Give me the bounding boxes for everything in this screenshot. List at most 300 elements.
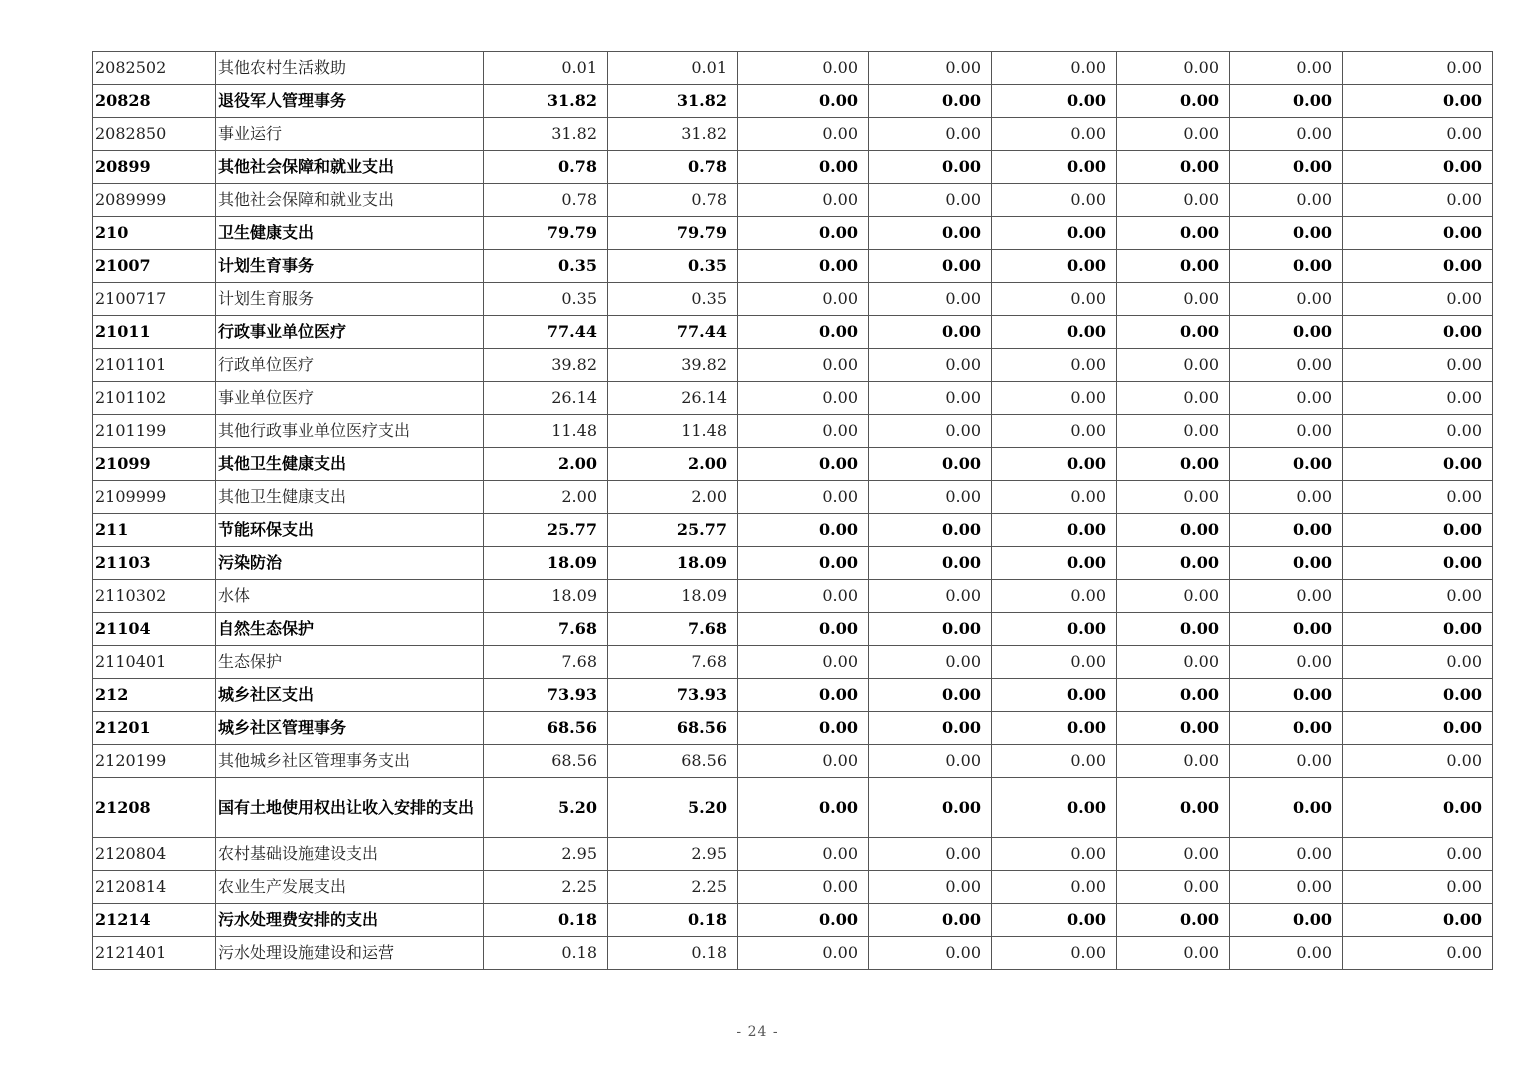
amount-cell: 0.00 [869, 712, 992, 745]
amount-cell: 0.00 [1117, 52, 1230, 85]
amount-cell: 0.00 [738, 904, 869, 937]
amount-cell: 0.00 [1343, 745, 1493, 778]
amount-cell: 0.00 [1343, 514, 1493, 547]
amount-cell: 18.09 [484, 580, 608, 613]
amount-cell: 77.44 [484, 316, 608, 349]
amount-cell: 0.00 [1343, 118, 1493, 151]
amount-cell: 0.00 [992, 481, 1117, 514]
subject-code-cell: 2100717 [93, 283, 216, 316]
amount-cell: 0.35 [484, 250, 608, 283]
amount-cell: 0.00 [738, 184, 869, 217]
amount-cell: 0.00 [1343, 415, 1493, 448]
amount-cell: 0.18 [608, 937, 738, 970]
amount-cell: 0.00 [1117, 745, 1230, 778]
subject-code-cell: 21007 [93, 250, 216, 283]
table-row [93, 481, 1493, 514]
amount-cell: 26.14 [484, 382, 608, 415]
amount-cell: 73.93 [484, 679, 608, 712]
amount-cell: 0.00 [869, 283, 992, 316]
amount-cell: 0.35 [608, 250, 738, 283]
amount-cell: 0.00 [992, 838, 1117, 871]
amount-cell: 31.82 [484, 118, 608, 151]
table-row [93, 871, 1493, 904]
amount-cell: 0.00 [869, 118, 992, 151]
subject-code-cell: 21103 [93, 547, 216, 580]
amount-cell: 0.00 [1117, 712, 1230, 745]
amount-cell: 0.00 [1343, 184, 1493, 217]
amount-cell: 39.82 [484, 349, 608, 382]
subject-name-cell: 自然生态保护 [216, 613, 484, 646]
subject-name-cell: 其他卫生健康支出 [216, 481, 484, 514]
amount-cell: 0.00 [869, 85, 992, 118]
amount-cell: 0.00 [869, 448, 992, 481]
amount-cell: 0.00 [1117, 349, 1230, 382]
amount-cell: 0.00 [738, 151, 869, 184]
subject-code-cell: 2089999 [93, 184, 216, 217]
amount-cell: 2.00 [484, 481, 608, 514]
amount-cell: 0.00 [1230, 349, 1343, 382]
amount-cell: 0.00 [1117, 613, 1230, 646]
amount-cell: 0.00 [738, 316, 869, 349]
table-row [93, 745, 1493, 778]
amount-cell: 0.00 [869, 184, 992, 217]
amount-cell: 0.00 [738, 712, 869, 745]
amount-cell: 0.00 [1343, 316, 1493, 349]
amount-cell: 0.00 [1343, 712, 1493, 745]
subject-name-cell: 污水处理设施建设和运营 [216, 937, 484, 970]
amount-cell: 0.00 [1230, 217, 1343, 250]
subject-name-cell: 计划生育服务 [216, 283, 484, 316]
subject-name-cell: 生态保护 [216, 646, 484, 679]
table-row [93, 547, 1493, 580]
amount-cell: 0.00 [992, 712, 1117, 745]
amount-cell: 0.00 [1117, 937, 1230, 970]
subject-code-cell: 21011 [93, 316, 216, 349]
subject-name-cell: 其他卫生健康支出 [216, 448, 484, 481]
amount-cell: 0.00 [738, 838, 869, 871]
amount-cell: 0.00 [1117, 580, 1230, 613]
page-number: - 24 - [736, 1024, 779, 1040]
amount-cell: 2.25 [608, 871, 738, 904]
amount-cell: 0.00 [1230, 745, 1343, 778]
amount-cell: 0.00 [1117, 250, 1230, 283]
subject-code-cell: 21214 [93, 904, 216, 937]
table-row [93, 382, 1493, 415]
amount-cell: 7.68 [608, 613, 738, 646]
amount-cell: 18.09 [608, 547, 738, 580]
amount-cell: 31.82 [484, 85, 608, 118]
table-row [93, 448, 1493, 481]
subject-code-cell: 21201 [93, 712, 216, 745]
subject-code-cell: 2082502 [93, 52, 216, 85]
amount-cell: 0.00 [992, 778, 1117, 838]
amount-cell: 0.00 [1343, 904, 1493, 937]
amount-cell: 26.14 [608, 382, 738, 415]
subject-name-cell: 事业运行 [216, 118, 484, 151]
amount-cell: 0.00 [738, 349, 869, 382]
amount-cell: 68.56 [484, 712, 608, 745]
subject-name-cell: 其他农村生活救助 [216, 52, 484, 85]
table-row [93, 217, 1493, 250]
amount-cell: 0.00 [1230, 904, 1343, 937]
amount-cell: 0.00 [1117, 838, 1230, 871]
amount-cell: 0.00 [869, 151, 992, 184]
amount-cell: 0.00 [869, 646, 992, 679]
amount-cell: 0.00 [1117, 415, 1230, 448]
subject-name-cell: 行政单位医疗 [216, 349, 484, 382]
subject-name-cell: 国有土地使用权出让收入安排的支出 [216, 778, 484, 838]
subject-code-cell: 2121401 [93, 937, 216, 970]
amount-cell: 0.00 [869, 778, 992, 838]
amount-cell: 79.79 [608, 217, 738, 250]
amount-cell: 0.00 [1117, 118, 1230, 151]
amount-cell: 0.00 [738, 250, 869, 283]
amount-cell: 0.00 [1117, 448, 1230, 481]
subject-name-cell: 计划生育事务 [216, 250, 484, 283]
amount-cell: 0.00 [1230, 52, 1343, 85]
subject-name-cell: 其他城乡社区管理事务支出 [216, 745, 484, 778]
amount-cell: 0.00 [1117, 217, 1230, 250]
amount-cell: 0.00 [1117, 382, 1230, 415]
amount-cell: 0.00 [1343, 937, 1493, 970]
amount-cell: 0.00 [869, 745, 992, 778]
table-row [93, 679, 1493, 712]
amount-cell: 2.95 [484, 838, 608, 871]
table-row [93, 349, 1493, 382]
subject-code-cell: 2101102 [93, 382, 216, 415]
subject-name-cell: 污水处理费安排的支出 [216, 904, 484, 937]
subject-code-cell: 21208 [93, 778, 216, 838]
amount-cell: 0.18 [484, 904, 608, 937]
amount-cell: 0.00 [1230, 118, 1343, 151]
amount-cell: 0.00 [1343, 871, 1493, 904]
amount-cell: 0.00 [992, 283, 1117, 316]
subject-name-cell: 其他社会保障和就业支出 [216, 184, 484, 217]
amount-cell: 0.00 [992, 613, 1117, 646]
amount-cell: 0.00 [992, 415, 1117, 448]
amount-cell: 0.00 [738, 613, 869, 646]
amount-cell: 0.00 [1343, 778, 1493, 838]
amount-cell: 0.00 [992, 679, 1117, 712]
table-row [93, 283, 1493, 316]
amount-cell: 0.00 [1230, 838, 1343, 871]
amount-cell: 0.00 [1117, 679, 1230, 712]
table-row [93, 613, 1493, 646]
amount-cell: 0.00 [738, 547, 869, 580]
table-row [93, 646, 1493, 679]
amount-cell: 0.00 [1343, 382, 1493, 415]
amount-cell: 0.00 [738, 217, 869, 250]
table-row [93, 712, 1493, 745]
amount-cell: 0.00 [1343, 613, 1493, 646]
amount-cell: 0.00 [1343, 679, 1493, 712]
subject-name-cell: 农村基础设施建设支出 [216, 838, 484, 871]
amount-cell: 0.78 [608, 151, 738, 184]
amount-cell: 0.00 [1117, 481, 1230, 514]
table-body [93, 52, 1493, 970]
amount-cell: 7.68 [608, 646, 738, 679]
amount-cell: 0.00 [1230, 613, 1343, 646]
amount-cell: 0.00 [1117, 316, 1230, 349]
amount-cell: 0.00 [992, 448, 1117, 481]
budget-expenditure-table [92, 51, 1493, 970]
subject-name-cell: 城乡社区支出 [216, 679, 484, 712]
amount-cell: 0.00 [992, 580, 1117, 613]
amount-cell: 0.00 [869, 838, 992, 871]
subject-code-cell: 2120199 [93, 745, 216, 778]
amount-cell: 0.01 [484, 52, 608, 85]
subject-code-cell: 212 [93, 679, 216, 712]
amount-cell: 0.00 [869, 514, 992, 547]
amount-cell: 0.00 [869, 904, 992, 937]
amount-cell: 0.00 [1343, 283, 1493, 316]
amount-cell: 0.00 [738, 481, 869, 514]
amount-cell: 0.00 [869, 316, 992, 349]
amount-cell: 0.00 [738, 415, 869, 448]
amount-cell: 0.00 [1230, 85, 1343, 118]
subject-name-cell: 其他行政事业单位医疗支出 [216, 415, 484, 448]
amount-cell: 0.00 [869, 52, 992, 85]
amount-cell: 0.00 [869, 679, 992, 712]
amount-cell: 31.82 [608, 85, 738, 118]
amount-cell: 0.00 [992, 871, 1117, 904]
subject-code-cell: 2110401 [93, 646, 216, 679]
amount-cell: 18.09 [484, 547, 608, 580]
subject-name-cell: 污染防治 [216, 547, 484, 580]
amount-cell: 0.00 [1117, 547, 1230, 580]
amount-cell: 0.00 [992, 349, 1117, 382]
table-row [93, 937, 1493, 970]
amount-cell: 0.00 [1230, 250, 1343, 283]
amount-cell: 0.00 [1230, 871, 1343, 904]
subject-code-cell: 20828 [93, 85, 216, 118]
amount-cell: 0.78 [484, 151, 608, 184]
amount-cell: 0.00 [869, 349, 992, 382]
amount-cell: 0.00 [1343, 580, 1493, 613]
amount-cell: 0.00 [1230, 514, 1343, 547]
table-row [93, 151, 1493, 184]
amount-cell: 0.00 [1343, 448, 1493, 481]
amount-cell: 0.00 [1230, 679, 1343, 712]
amount-cell: 0.00 [1343, 250, 1493, 283]
amount-cell: 0.00 [1230, 316, 1343, 349]
table-row [93, 838, 1493, 871]
amount-cell: 0.00 [1230, 778, 1343, 838]
amount-cell: 0.00 [1230, 580, 1343, 613]
subject-code-cell: 2082850 [93, 118, 216, 151]
amount-cell: 0.00 [869, 382, 992, 415]
amount-cell: 39.82 [608, 349, 738, 382]
amount-cell: 0.00 [1343, 646, 1493, 679]
subject-code-cell: 211 [93, 514, 216, 547]
amount-cell: 77.44 [608, 316, 738, 349]
amount-cell: 0.00 [1343, 85, 1493, 118]
amount-cell: 68.56 [608, 745, 738, 778]
amount-cell: 0.00 [1117, 778, 1230, 838]
amount-cell: 68.56 [484, 745, 608, 778]
subject-name-cell: 节能环保支出 [216, 514, 484, 547]
subject-code-cell: 2120804 [93, 838, 216, 871]
amount-cell: 7.68 [484, 613, 608, 646]
amount-cell: 0.00 [992, 937, 1117, 970]
subject-code-cell: 20899 [93, 151, 216, 184]
amount-cell: 25.77 [484, 514, 608, 547]
amount-cell: 0.00 [992, 184, 1117, 217]
amount-cell: 0.00 [738, 52, 869, 85]
amount-cell: 2.00 [608, 481, 738, 514]
amount-cell: 0.00 [1230, 937, 1343, 970]
amount-cell: 0.00 [869, 871, 992, 904]
amount-cell: 0.00 [738, 745, 869, 778]
table-row [93, 514, 1493, 547]
budget-table-container [92, 51, 1492, 970]
amount-cell: 0.00 [1117, 904, 1230, 937]
amount-cell: 0.00 [992, 316, 1117, 349]
amount-cell: 2.25 [484, 871, 608, 904]
amount-cell: 0.00 [1230, 448, 1343, 481]
amount-cell: 0.00 [1230, 712, 1343, 745]
amount-cell: 0.00 [992, 745, 1117, 778]
amount-cell: 0.00 [1117, 151, 1230, 184]
amount-cell: 0.00 [1117, 184, 1230, 217]
amount-cell: 0.00 [1117, 283, 1230, 316]
amount-cell: 0.00 [869, 217, 992, 250]
amount-cell: 0.00 [1343, 481, 1493, 514]
amount-cell: 0.00 [1117, 646, 1230, 679]
table-row [93, 778, 1493, 838]
amount-cell: 0.00 [869, 547, 992, 580]
amount-cell: 11.48 [608, 415, 738, 448]
amount-cell: 0.00 [869, 481, 992, 514]
amount-cell: 0.00 [869, 415, 992, 448]
subject-code-cell: 2110302 [93, 580, 216, 613]
subject-code-cell: 2101199 [93, 415, 216, 448]
amount-cell: 0.00 [1230, 151, 1343, 184]
amount-cell: 0.00 [1230, 481, 1343, 514]
amount-cell: 5.20 [608, 778, 738, 838]
amount-cell: 0.00 [738, 871, 869, 904]
amount-cell: 0.00 [1230, 283, 1343, 316]
amount-cell: 0.00 [1230, 382, 1343, 415]
table-row [93, 415, 1493, 448]
amount-cell: 0.00 [738, 679, 869, 712]
amount-cell: 0.00 [738, 580, 869, 613]
table-row [93, 316, 1493, 349]
subject-name-cell: 退役军人管理事务 [216, 85, 484, 118]
amount-cell: 0.18 [484, 937, 608, 970]
amount-cell: 0.00 [992, 547, 1117, 580]
amount-cell: 0.18 [608, 904, 738, 937]
amount-cell: 11.48 [484, 415, 608, 448]
amount-cell: 68.56 [608, 712, 738, 745]
amount-cell: 0.00 [869, 613, 992, 646]
amount-cell: 7.68 [484, 646, 608, 679]
subject-name-cell: 行政事业单位医疗 [216, 316, 484, 349]
amount-cell: 0.00 [869, 250, 992, 283]
amount-cell: 31.82 [608, 118, 738, 151]
subject-code-cell: 2109999 [93, 481, 216, 514]
subject-name-cell: 事业单位医疗 [216, 382, 484, 415]
amount-cell: 2.95 [608, 838, 738, 871]
amount-cell: 0.00 [738, 937, 869, 970]
amount-cell: 0.00 [1343, 52, 1493, 85]
amount-cell: 79.79 [484, 217, 608, 250]
subject-name-cell: 卫生健康支出 [216, 217, 484, 250]
table-row [93, 85, 1493, 118]
table-row [93, 250, 1493, 283]
amount-cell: 0.01 [608, 52, 738, 85]
amount-cell: 0.00 [1343, 547, 1493, 580]
amount-cell: 0.00 [738, 85, 869, 118]
amount-cell: 0.35 [484, 283, 608, 316]
amount-cell: 0.00 [738, 283, 869, 316]
amount-cell: 0.00 [1343, 838, 1493, 871]
subject-name-cell: 农业生产发展支出 [216, 871, 484, 904]
subject-code-cell: 21104 [93, 613, 216, 646]
table-row [93, 118, 1493, 151]
amount-cell: 2.00 [484, 448, 608, 481]
subject-code-cell: 210 [93, 217, 216, 250]
table-row [93, 184, 1493, 217]
amount-cell: 0.00 [738, 448, 869, 481]
subject-name-cell: 城乡社区管理事务 [216, 712, 484, 745]
amount-cell: 0.00 [992, 646, 1117, 679]
amount-cell: 0.00 [992, 217, 1117, 250]
amount-cell: 18.09 [608, 580, 738, 613]
subject-name-cell: 其他社会保障和就业支出 [216, 151, 484, 184]
amount-cell: 0.00 [992, 904, 1117, 937]
amount-cell: 0.00 [738, 118, 869, 151]
amount-cell: 2.00 [608, 448, 738, 481]
amount-cell: 0.00 [738, 514, 869, 547]
amount-cell: 25.77 [608, 514, 738, 547]
subject-code-cell: 2101101 [93, 349, 216, 382]
amount-cell: 0.00 [992, 382, 1117, 415]
amount-cell: 0.00 [738, 778, 869, 838]
amount-cell: 0.00 [869, 937, 992, 970]
amount-cell: 0.00 [1343, 217, 1493, 250]
subject-code-cell: 21099 [93, 448, 216, 481]
amount-cell: 0.35 [608, 283, 738, 316]
amount-cell: 0.00 [992, 118, 1117, 151]
amount-cell: 0.00 [869, 580, 992, 613]
amount-cell: 0.00 [1117, 514, 1230, 547]
subject-name-cell: 水体 [216, 580, 484, 613]
amount-cell: 0.00 [992, 52, 1117, 85]
amount-cell: 0.00 [992, 250, 1117, 283]
amount-cell: 0.78 [608, 184, 738, 217]
table-row [93, 52, 1493, 85]
amount-cell: 0.00 [1343, 151, 1493, 184]
amount-cell: 0.00 [738, 646, 869, 679]
amount-cell: 0.00 [992, 85, 1117, 118]
amount-cell: 0.00 [992, 514, 1117, 547]
amount-cell: 0.78 [484, 184, 608, 217]
amount-cell: 0.00 [1230, 184, 1343, 217]
amount-cell: 0.00 [1230, 415, 1343, 448]
amount-cell: 0.00 [1230, 646, 1343, 679]
table-row [93, 580, 1493, 613]
table-row [93, 904, 1493, 937]
amount-cell: 0.00 [738, 382, 869, 415]
amount-cell: 0.00 [1230, 547, 1343, 580]
amount-cell: 0.00 [1343, 349, 1493, 382]
amount-cell: 73.93 [608, 679, 738, 712]
subject-code-cell: 2120814 [93, 871, 216, 904]
amount-cell: 5.20 [484, 778, 608, 838]
amount-cell: 0.00 [1117, 871, 1230, 904]
amount-cell: 0.00 [1117, 85, 1230, 118]
